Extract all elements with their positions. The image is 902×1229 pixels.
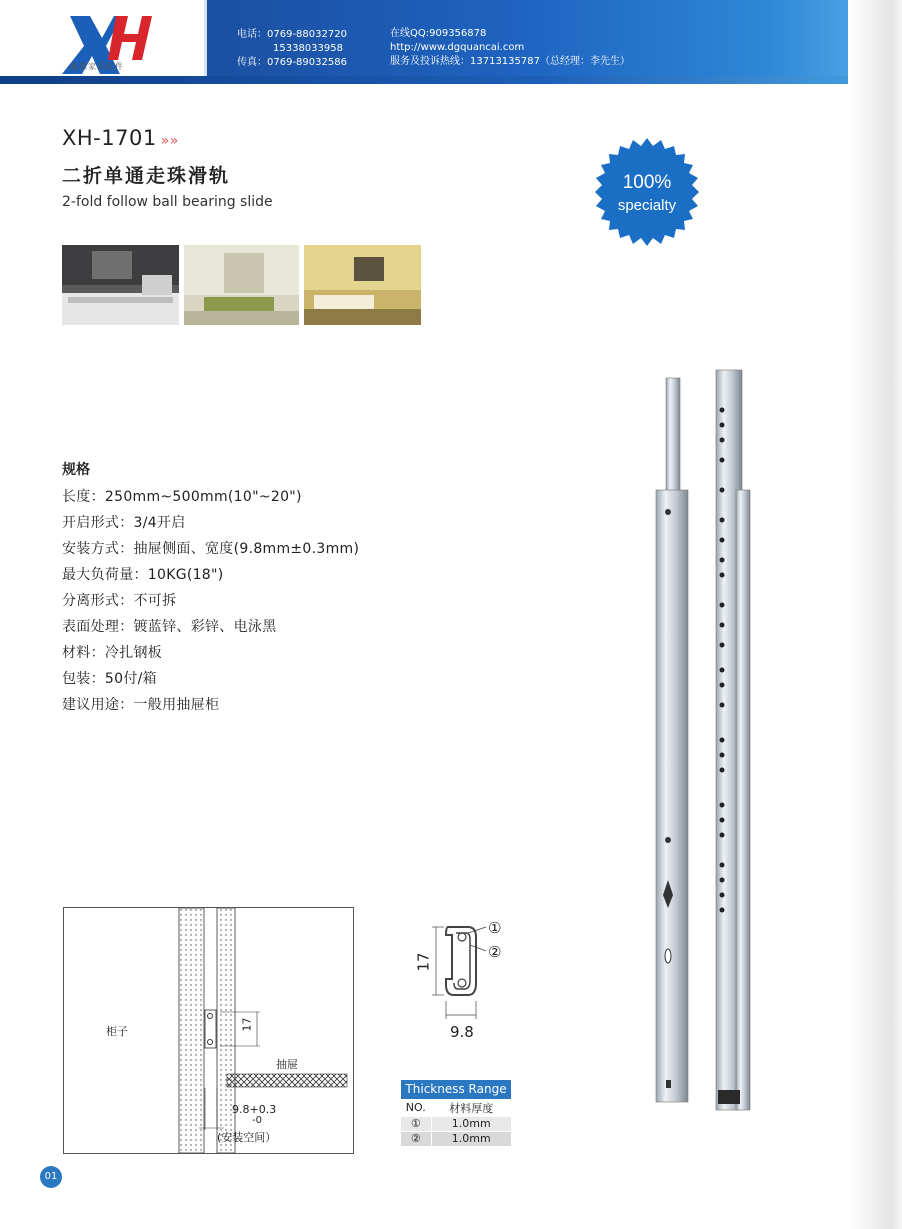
spec-length: 长度：250mm~500mm(10"~20") <box>62 489 302 505</box>
kitchen-photo <box>62 245 179 325</box>
drawing-width-dim: 9.8+0.3 <box>232 1103 277 1116</box>
drawer-label: 抽屉 <box>276 1058 298 1071</box>
spec-packing: 包装：50付/箱 <box>62 671 157 687</box>
page-header <box>0 0 902 84</box>
spec-usage: 建议用途：一般用抽屉柜 <box>62 697 220 713</box>
lounge-photo <box>304 245 421 325</box>
profile-height-dim: 17 <box>414 952 433 972</box>
header-no: NO. <box>401 1099 431 1116</box>
spec-material: 材料：冷扎钢板 <box>62 645 163 661</box>
drawing-width-tolerance: -0 <box>252 1115 262 1126</box>
chevron-right-icon: »» <box>160 133 179 149</box>
product-title-cn: 二折单通走珠滑轨 <box>62 165 231 187</box>
thickness-table-title: Thickness Range <box>401 1080 511 1099</box>
spec-mounting: 安装方式：抽屉侧面、宽度(9.8mm±0.3mm) <box>62 541 360 557</box>
profile-width-dim: 9.8 <box>450 1023 474 1041</box>
row-thickness: 1.0mm <box>431 1116 511 1131</box>
profile-callout-2: ② <box>488 943 502 961</box>
badge-line-1: 100% <box>622 172 672 193</box>
spec-load: 最大负荷量：10KG(18") <box>62 567 224 583</box>
table-row <box>401 1131 511 1146</box>
thickness-table <box>401 1080 511 1146</box>
spec-heading: 规格 <box>62 462 90 478</box>
page-edge-strip <box>848 0 902 1229</box>
profile-callout-1: ① <box>488 919 502 937</box>
page-number: 01 <box>40 1166 62 1188</box>
specialty-badge <box>593 138 701 246</box>
table-header-row <box>401 1099 511 1116</box>
row-no: ② <box>401 1131 431 1146</box>
fax: 传真：0769-89032586 <box>237 57 347 68</box>
spec-finish: 表面处理：镀蓝锌、彩锌、电泳黑 <box>62 619 277 635</box>
qq: 在线QQ:909356878 <box>390 28 487 39</box>
living-room-photo <box>184 245 299 325</box>
spec-separation: 分离形式：不可拆 <box>62 593 177 609</box>
product-title-en: 2-fold follow ball bearing slide <box>62 194 273 210</box>
install-space-label: (安装空间） <box>217 1131 277 1144</box>
row-no: ① <box>401 1116 431 1131</box>
logo-caption: 鑫惠家具配件 <box>70 62 124 71</box>
row-thickness: 1.0mm <box>431 1131 511 1146</box>
website-link[interactable]: http://www.dgquancai.com <box>390 42 525 53</box>
header-rule <box>0 76 902 84</box>
phone-2: 15338033958 <box>273 43 343 54</box>
header-thickness: 材料厚度 <box>431 1099 511 1116</box>
phone-1: 电话：0769-88032720 <box>237 29 347 40</box>
installation-drawing <box>63 907 354 1154</box>
model-number: XH-1701 <box>62 126 157 150</box>
hotline: 服务及投诉热线：13713135787（总经理：李先生） <box>390 56 630 67</box>
drawing-height-dim: 17 <box>240 1017 254 1032</box>
slide-rail-photo <box>640 360 770 1120</box>
badge-line-2: specialty <box>617 197 677 214</box>
spec-opening: 开启形式：3/4开启 <box>62 515 186 531</box>
slide-profile <box>410 915 520 1045</box>
table-row <box>401 1116 511 1131</box>
header-divider <box>204 0 207 76</box>
cabinet-label: 柜子 <box>106 1025 128 1038</box>
product-model <box>62 126 179 150</box>
